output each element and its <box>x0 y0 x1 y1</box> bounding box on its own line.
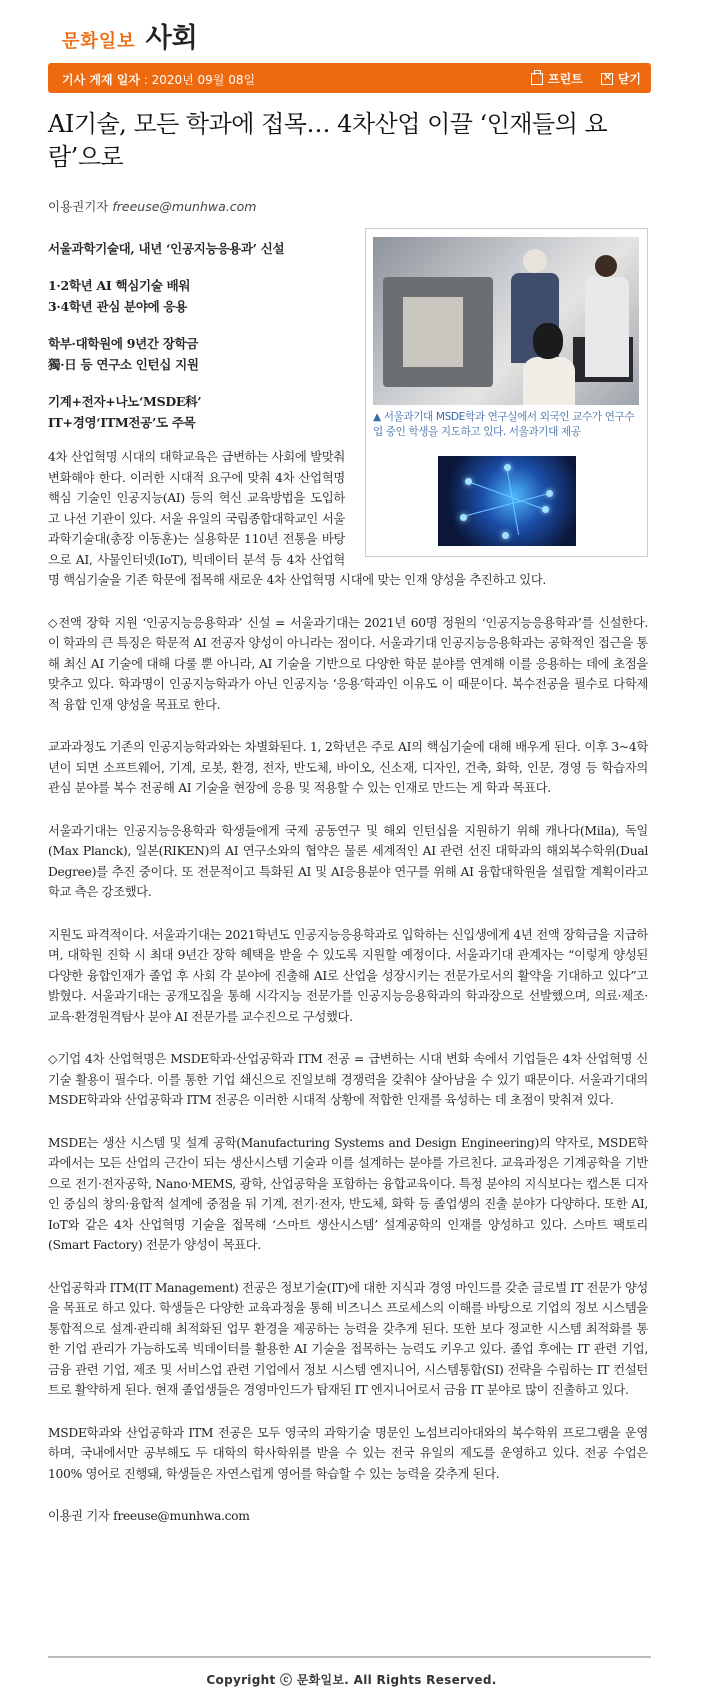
closing-byline: 이용권 기자 freeuse@munhwa.com <box>48 1509 250 1523</box>
subhead-3: 학부·대학원에 9년간 장학금 獨·日 등 연구소 인턴십 지원 <box>48 336 199 372</box>
copyright: Copyright ⓒ 문화일보. All Rights Reserved. <box>206 1673 497 1687</box>
paragraph: 지원도 파격적이다. 서울과기대는 2021학년도 인공지능응용학과로 입학하는 신입생에게 4년 전액 장학금을 지급하며, 대학원 진학 시 최대 9년간 장학 혜택을 받을 수 있도록 지원할 예정이다. 서울과기대 관계자는 “이렇게 양성된 다양한 융합인재가 졸업 후 사회 각 분야에 진출해 AI로 산업을 성장시키는 전문가로서의 활약을 기대하고 있다”고 밝혔다. 서울과기대는 공개모집을 통해 시각지능 전문가를 인공지능응용학과의 학과장으로 선발했으며, 의료·제조·교육·환경원격탐사 분야 AI 전문가를 교수진으로 구성했다. <box>48 927 648 1024</box>
paragraph: 산업공학과 ITM(IT Management) 전공은 정보기술(IT)에 대한 지식과 경영 마인드를 갖춘 글로벌 IT 전문가 양성을 목표로 하고 있다. 학생들은 다양한 교육과정을 통해 비즈니스 프로세스의 이해를 바탕으로 기업의 정보 시스템을 통합적으로 설계·관리해 최적화된 업무 환경을 제공하는 능력을 갖추게 된다. 또한 보다 정교한 시스템 최적화를 통한 기업 관리가 가능하도록 빅데이터를 활용한 AI 기술을 접목하는 능력도 키우고 있다. 졸업 후에는 IT 관련 기업, 금융 관련 기업, 제조 및 서비스업 관련 기업에서 정보 시스템 엔지니어, 시스템통합(SI) 전략을 수립하는 IT 컨설턴트로 활약하게 된다. 현재 졸업생들은 경영마인드가 탑재된 IT 엔지니어로서 금융 IT 분야로 많이 진출하고 있다. <box>48 1280 648 1397</box>
print-label: 프린트 <box>548 72 583 86</box>
masthead <box>62 16 198 55</box>
paragraph: 서울과기대는 인공지능응용학과 학생들에게 국제 공동연구 및 해외 인턴십을 지원하기 위해 캐나다(Mila), 독일(Max Planck), 일본(RIKEN)의 AI 연구소와의 협약은 물론 세계적인 AI 관련 선진 대학과의 해외복수학위(Dual Degree)를 추진 중이다. 또 전문적이고 특화된 AI 및 AI응용분야 연구를 위해 AI 융합대학원을 설립할 계획이라고 학교 측은 강조했다. <box>48 823 648 899</box>
close-button[interactable] <box>601 70 641 87</box>
footer-divider <box>48 1656 651 1658</box>
byline-email[interactable]: freeuse@munhwa.com <box>112 199 257 214</box>
publish-date <box>62 71 255 88</box>
article-photo <box>373 237 639 405</box>
printer-icon <box>531 73 543 85</box>
byline-name: 이용권기자 <box>48 199 109 214</box>
paragraph: 교과과정도 기존의 인공지능학과와는 차별화된다. 1, 2학년은 주로 AI의 핵심기술에 대해 배우게 된다. 이후 3~4학년이 되면 소프트웨어, 기계, 로봇, 환경, 전자, 반도체, 바이오, 신소재, 디자인, 건축, 화학, 인문, 경영 등 학습자의 관심 분야를 복수 전공해 AI 기술을 현장에 응용 및 적용할 수 있는 인재로 만드는 게 학과 목표다. <box>48 740 648 795</box>
print-button[interactable] <box>531 70 583 87</box>
publish-date-value: : 2020년 09월 08일 <box>139 73 256 87</box>
photo-box <box>365 228 648 557</box>
subhead-1: 서울과학기술대, 내년 ‘인공지능응용과’ 신설 <box>48 241 285 256</box>
paragraph: MSDE는 생산 시스템 및 설계 공학(Manufacturing Systems and Design Engineering)의 약자로, MSDE학과에서는 모든 산업의 근간이 되는 생산시스템 기술과 이를 설계하는 분야를 가르친다. 교육과정은 기계공학을 기반으로 전기·전자공학, Nano·MEMS, 광학, 산업공학을 포함하는 융합교육이다. 특정 분야의 지식보다는 캡스톤 디자인 중심의 창의·융합적 설계에 중점을 둬 기계, 전기·전자, 반도체, 화학 등 졸업생의 진출 분야가 다양하다. 또한 AI, IoT와 같은 4차 산업혁명 기술을 접목해 ‘스마트 생산시스템’ 설계공학의 인재를 양성하고 있다. 스마트 팩토리(Smart Factory) 전문가 양성이 목표다. <box>48 1135 648 1252</box>
paragraph: ◇전액 장학 지원 ‘인공지능응용학과’ 신설 = 서울과기대는 2021년 60명 정원의 ‘인공지능응용학과’를 신설한다. 이 학과의 큰 특징은 학문적 AI 전공자 양성이 아니라는 점이다. 서울과기대 인공지능응용학과는 공학적인 접근을 통해 최신 AI 기술에 대해 다룰 뿐 아니라, AI 기술을 기반으로 다양한 학문 분야를 연계해 이를 응용하는 데에 초점을 맞추고 있다. 학과명이 인공지능학과가 아닌 인공지능 ‘응용’학과인 이유도 이 때문이다. 복수전공을 필수로 다학제적 융합 인재 양성을 목표로 한다. <box>48 615 648 712</box>
headline: AI기술, 모든 학과에 접목… 4차산업 이끌 ‘인재들의 요람’으로 <box>48 110 608 171</box>
close-label: 닫기 <box>617 72 641 86</box>
paragraph: ◇기업 4차 산업혁명은 MSDE학과·산업공학과 ITM 전공 = 급변하는 시대 변화 속에서 기업들은 4차 산업혁명 신기술 활용이 필수다. 이를 통한 기업 쇄신으로 진일보해 경쟁력을 갖춰야 살아남을 수 있기 때문이다. 서울과기대의 MSDE학과와 산업공학과 ITM 전공은 이러한 시대적 상황에 적합한 인재를 육성하는 데 초점이 맞춰져 있다. <box>48 1052 648 1107</box>
ai-network-image <box>438 456 576 546</box>
close-icon <box>601 73 613 85</box>
paragraph: MSDE학과와 산업공학과 ITM 전공은 모두 영국의 과학기술 명문인 노섬브리아대와의 복수학위 프로그램을 운영하며, 국내에서만 공부해도 두 대학의 학사학위를 받을 수 있는 전국 유일의 제도를 운영하고 있다. 전공 수업은 100% 영어로 진행돼, 학생들은 자연스럽게 영어를 학습할 수 있는 능력을 갖추게 된다. <box>48 1425 648 1481</box>
article-body <box>48 238 648 1541</box>
byline <box>48 197 256 215</box>
subhead-2: 1·2학년 AI 핵심기술 배워 3·4학년 관심 분야에 응용 <box>48 278 191 314</box>
newspaper-logo[interactable]: 문화일보 <box>62 31 136 52</box>
subhead-4: 기계+전자+나노‘MSDE科’ IT+경영‘ITM전공’도 주목 <box>48 394 202 430</box>
article-meta-bar <box>48 63 651 93</box>
photo-caption: ▲ 서울과기대 MSDE학과 연구실에서 외국인 교수가 연구수업 중인 학생을 지도하고 있다. 서울과기대 제공 <box>373 411 635 438</box>
section-title: 사회 <box>145 23 198 54</box>
paragraph: 4차 산업혁명 시대의 대학교육은 급변하는 사회에 발맞춰 변화해야 한다. 이러한 시대적 요구에 맞춰 4차 산업혁명 핵심 기술인 인공지능(AI) 등의 혁신 교육방법을 도입하고 나선 기관이 있다. 서울 유일의 국립종합대학교인 서울과학기술대(총장 이동훈)는 실용학문 110년 전통을 바탕으로 AI, 사물인터넷(IoT), 빅데이터 분석 등 4차 산업혁명 핵심기술을 기존 학문에 접목해 새로운 4차 산업혁명 시대에 맞는 인재 양성을 추진하고 있다. <box>48 450 547 587</box>
publish-date-label: 기사 게재 일자 <box>62 73 140 87</box>
